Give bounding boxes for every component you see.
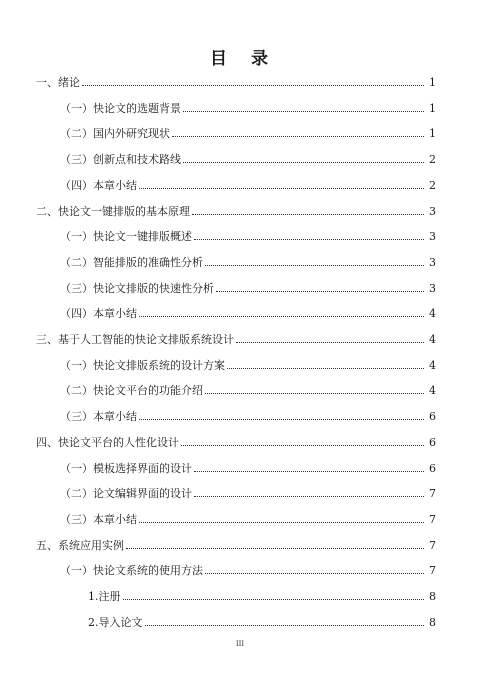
toc-entry[interactable] (36, 76, 436, 90)
toc-entry-label: （二）论文编辑界面的设计 (60, 487, 192, 501)
toc-entry-page: 1 (429, 76, 436, 89)
toc-entry[interactable] (60, 307, 436, 321)
toc-leader-dots (172, 136, 424, 137)
toc-entry-page: 1 (429, 127, 436, 141)
toc-entry-page: 3 (429, 230, 436, 244)
toc-entry-page: 4 (429, 384, 436, 398)
toc-entry[interactable] (60, 384, 436, 398)
toc-entry-page: 6 (429, 461, 436, 475)
toc-entry[interactable] (36, 539, 436, 553)
toc-entry-label: （三）本章小结 (60, 410, 137, 424)
toc-leader-dots (181, 445, 424, 446)
toc-leader-dots (236, 342, 424, 343)
toc-entry[interactable] (60, 359, 436, 373)
toc-entry-label: （一）快论文一键排版概述 (60, 230, 192, 244)
toc-leader-dots (205, 573, 424, 574)
toc-leader-dots (194, 496, 424, 497)
toc-entry-page: 4 (429, 307, 436, 321)
toc-entry-label: （一）模板选择界面的设计 (60, 461, 192, 475)
toc-leader-dots (216, 291, 424, 292)
toc-entry[interactable] (60, 564, 436, 578)
toc-entry[interactable] (60, 410, 436, 424)
toc-entry[interactable] (60, 230, 436, 244)
toc-leader-dots (205, 265, 424, 266)
toc-entry[interactable] (36, 333, 436, 347)
page-title (0, 44, 480, 69)
toc-entry-page: 2 (429, 153, 436, 167)
toc-entry[interactable] (60, 487, 436, 501)
toc-leader-dots (183, 162, 424, 163)
toc-entry-page: 4 (429, 333, 436, 346)
toc-entry[interactable] (88, 590, 436, 604)
toc-entry-page: 2 (429, 178, 436, 192)
toc-entry[interactable] (36, 205, 436, 219)
toc-entry-page: 6 (429, 410, 436, 424)
toc-entry-label: （一）快论文的选题背景 (60, 101, 181, 115)
toc-entry-label: （四）本章小结 (60, 307, 137, 321)
toc-entry-page: 3 (429, 281, 436, 295)
toc-entry[interactable] (60, 462, 436, 476)
toc-entry[interactable] (88, 616, 436, 630)
toc-entry-label: （三）快论文排版的快速性分析 (60, 281, 214, 295)
toc-leader-dots (139, 419, 424, 420)
toc-entry-label: （一）快论文系统的使用方法 (60, 564, 203, 578)
toc-entry-page: 1 (429, 101, 436, 115)
toc-entry[interactable] (60, 153, 436, 167)
toc-entry[interactable] (60, 256, 436, 270)
page-title-char-1: 目 (210, 49, 229, 69)
toc-leader-dots (139, 316, 424, 317)
toc-leader-dots (194, 239, 424, 240)
toc-leader-dots (145, 625, 425, 626)
toc-entry[interactable] (60, 513, 436, 527)
toc-entry-label: 2.导入论文 (88, 615, 143, 629)
toc-entry-label: 一、绪论 (36, 76, 80, 89)
toc-entry-page: 8 (429, 615, 436, 629)
toc-entry-page: 7 (429, 538, 436, 552)
toc-entry-label: （二）快论文平台的功能介绍 (60, 384, 203, 398)
toc-leader-dots (192, 214, 424, 215)
toc-leader-dots (123, 599, 425, 600)
toc-leader-dots (126, 548, 424, 549)
toc-leader-dots (82, 85, 424, 86)
page-number: III (235, 640, 245, 648)
toc-entry-page: 4 (429, 358, 436, 372)
toc-entry-label: （三）本章小结 (60, 512, 137, 526)
toc-entry[interactable] (60, 282, 436, 296)
toc-entry-page: 7 (429, 564, 436, 578)
toc-entry-label: 二、快论文一键排版的基本原理 (36, 204, 190, 218)
toc-entry-label: （二）智能排版的准确性分析 (60, 255, 203, 269)
toc-leader-dots (139, 522, 424, 523)
toc-entry-page: 6 (429, 435, 436, 449)
toc-entry-label: （二）国内外研究现状 (60, 127, 170, 141)
toc-entry[interactable] (60, 127, 436, 141)
toc-entry-label: （一）快论文排版系统的设计方案 (60, 358, 225, 372)
toc-leader-dots (139, 188, 424, 189)
toc-entry-label: 四、快论文平台的人性化设计 (36, 435, 179, 449)
toc-entry-page: 7 (429, 512, 436, 526)
toc-entry[interactable] (60, 102, 436, 116)
toc-entry-page: 8 (429, 590, 436, 603)
toc-entry-page: 7 (429, 487, 436, 501)
toc-leader-dots (194, 471, 424, 472)
toc-entry[interactable] (36, 436, 436, 450)
toc-entry-label: 1.注册 (88, 590, 121, 603)
toc-leader-dots (227, 368, 424, 369)
toc-entry-page: 3 (429, 204, 436, 218)
toc-entry-label: 五、系统应用实例 (36, 538, 124, 552)
toc-entry-label: （四）本章小结 (60, 178, 137, 192)
toc-entry-label: 三、基于人工智能的快论文排版系统设计 (36, 333, 234, 346)
page-title-char-2: 录 (251, 49, 270, 69)
toc-entry[interactable] (60, 179, 436, 193)
toc-leader-dots (205, 393, 424, 394)
toc-leader-dots (183, 111, 424, 112)
toc-entry-page: 3 (429, 255, 436, 269)
toc-entry-label: （三）创新点和技术路线 (60, 153, 181, 167)
